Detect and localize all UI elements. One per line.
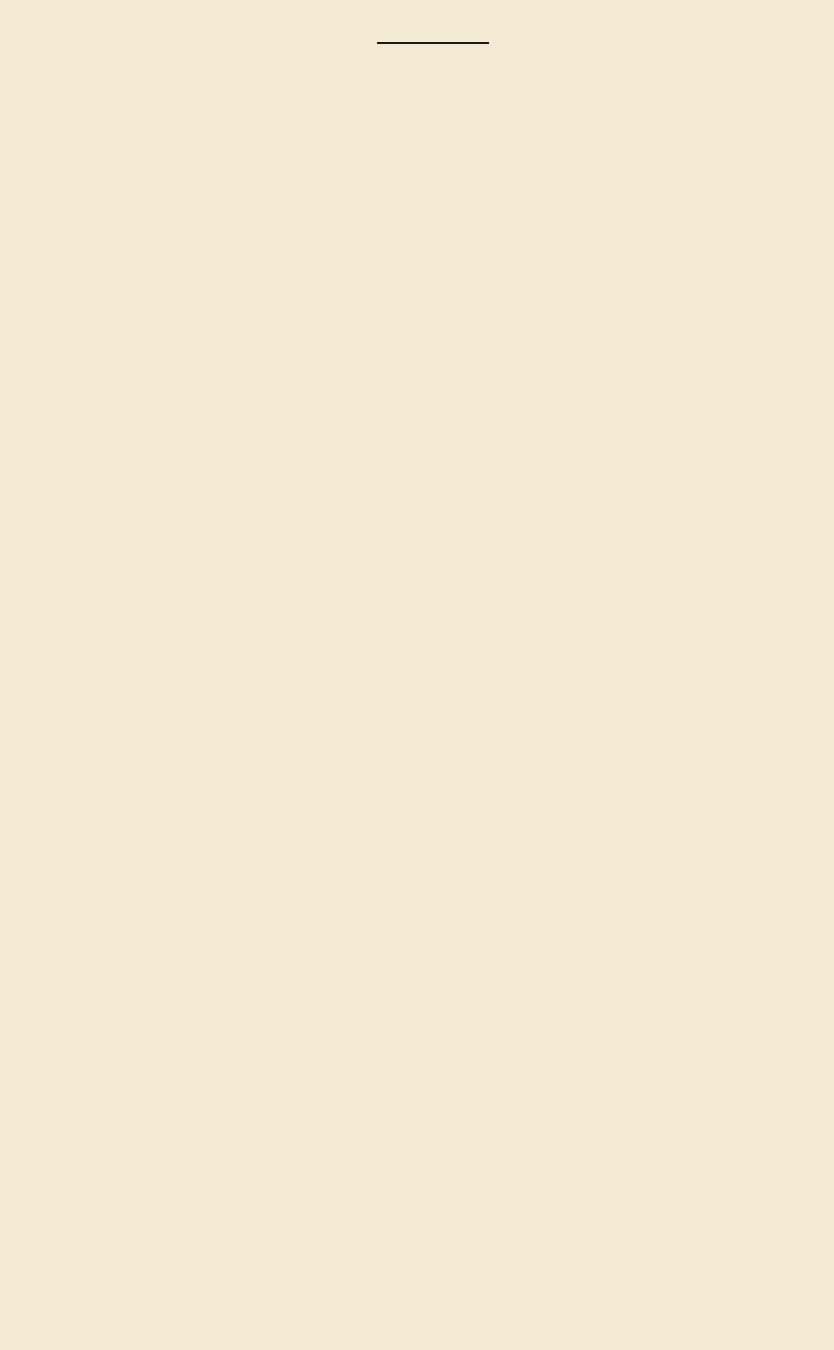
section-heading <box>68 96 806 136</box>
page-number-rule <box>377 42 489 44</box>
page-text <box>68 66 806 200</box>
section-subheading <box>68 144 806 188</box>
